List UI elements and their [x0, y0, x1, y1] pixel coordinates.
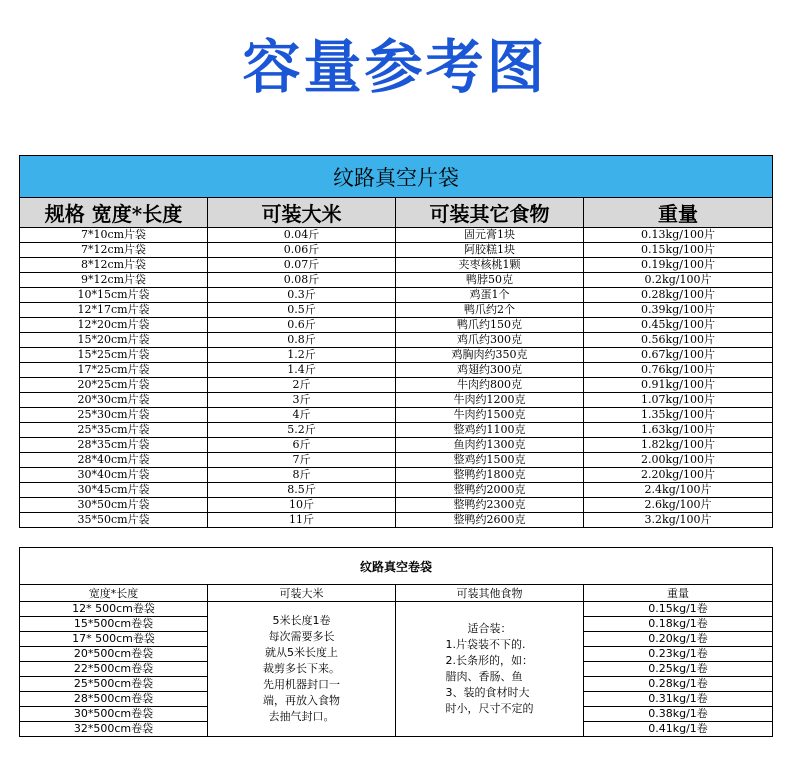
cell-rice: 7斤	[208, 453, 396, 468]
cell-size: 28*35cm片袋	[20, 438, 208, 453]
cell-rice: 0.06斤	[208, 243, 396, 258]
roll-bag-capacity-table	[19, 547, 773, 737]
cell-weight: 0.13kg/100片	[584, 228, 773, 243]
cell-rice: 4斤	[208, 408, 396, 423]
cell-weight: 1.07kg/100片	[584, 393, 773, 408]
cell-other-food: 整鸡约1500克	[396, 453, 584, 468]
table-row	[20, 288, 773, 303]
cell-other-food: 鸭爪约2个	[396, 303, 584, 318]
food-note-cell	[396, 602, 584, 737]
cell-weight: 2.6kg/100片	[584, 498, 773, 513]
cell-rice: 0.07斤	[208, 258, 396, 273]
cell-weight: 0.15kg/100片	[584, 243, 773, 258]
cell-weight: 1.63kg/100片	[584, 423, 773, 438]
cell-rice: 0.04斤	[208, 228, 396, 243]
header-rice: 可装大米	[208, 585, 396, 602]
table-row	[20, 468, 773, 483]
cell-rice: 0.8斤	[208, 333, 396, 348]
cell-size: 12*17cm片袋	[20, 303, 208, 318]
table-row	[20, 423, 773, 438]
cell-size: 30*45cm片袋	[20, 483, 208, 498]
table-row	[20, 333, 773, 348]
cell-size: 35*50cm片袋	[20, 513, 208, 528]
cell-weight: 0.67kg/100片	[584, 348, 773, 363]
header-rice: 可装大米	[208, 198, 396, 228]
cell-rice: 8.5斤	[208, 483, 396, 498]
cell-size: 15*25cm片袋	[20, 348, 208, 363]
rice-note-line: 就从5米长度上	[265, 646, 338, 659]
table-row	[20, 273, 773, 288]
table-row	[20, 483, 773, 498]
cell-weight: 0.2kg/100片	[584, 273, 773, 288]
cell-size: 17*25cm片袋	[20, 363, 208, 378]
cell-weight: 0.19kg/100片	[584, 258, 773, 273]
rice-note-cell	[208, 602, 396, 737]
cell-weight: 0.28kg/100片	[584, 288, 773, 303]
table-row	[20, 318, 773, 333]
cell-other-food: 鸡蛋1个	[396, 288, 584, 303]
table-row	[20, 243, 773, 258]
cell-size: 20*30cm片袋	[20, 393, 208, 408]
cell-size: 7*12cm片袋	[20, 243, 208, 258]
cell-weight: 2.00kg/100片	[584, 453, 773, 468]
cell-rice: 2斤	[208, 378, 396, 393]
table-row	[20, 348, 773, 363]
table-row	[20, 513, 773, 528]
table-row	[20, 228, 773, 243]
page-title: 容量参考图	[242, 33, 548, 101]
cell-weight: 3.2kg/100片	[584, 513, 773, 528]
cell-other-food: 整鸭约1800克	[396, 468, 584, 483]
cell-size: 7*10cm片袋	[20, 228, 208, 243]
cell-rice: 8斤	[208, 468, 396, 483]
table-row	[20, 602, 773, 617]
cell-size: 20*25cm片袋	[20, 378, 208, 393]
table-row	[20, 258, 773, 273]
cell-weight: 0.39kg/100片	[584, 303, 773, 318]
cell-size: 17* 500cm卷袋	[20, 632, 208, 647]
cell-weight: 0.28kg/1卷	[584, 677, 773, 692]
food-note-line: 3、装的食材时大	[445, 686, 530, 699]
cell-weight: 2.20kg/100片	[584, 468, 773, 483]
cell-other-food: 整鸭约2600克	[396, 513, 584, 528]
cell-weight: 1.82kg/100片	[584, 438, 773, 453]
cell-rice: 1.4斤	[208, 363, 396, 378]
cell-size: 8*12cm片袋	[20, 258, 208, 273]
cell-weight: 0.18kg/1卷	[584, 617, 773, 632]
table-row	[20, 438, 773, 453]
rice-note-line: 裁剪多长下来。	[263, 662, 340, 675]
cell-weight: 0.20kg/1卷	[584, 632, 773, 647]
cell-other-food: 整鸭约2000克	[396, 483, 584, 498]
cell-rice: 6斤	[208, 438, 396, 453]
rice-note-line: 5米长度1卷	[272, 614, 331, 627]
cell-weight: 0.38kg/1卷	[584, 707, 773, 722]
cell-size: 22*500cm卷袋	[20, 662, 208, 677]
cell-weight: 0.76kg/100片	[584, 363, 773, 378]
food-note-line: 适合装：	[467, 622, 512, 635]
cell-size: 12* 500cm卷袋	[20, 602, 208, 617]
cell-other-food: 夹枣核桃1颗	[396, 258, 584, 273]
table-row	[20, 393, 773, 408]
cell-size: 15*20cm片袋	[20, 333, 208, 348]
cell-size: 25*500cm卷袋	[20, 677, 208, 692]
header-weight: 重量	[584, 198, 773, 228]
cell-weight: 0.31kg/1卷	[584, 692, 773, 707]
cell-other-food: 鱼肉约1300克	[396, 438, 584, 453]
food-note-line: 腊肉、香肠、鱼	[445, 670, 523, 683]
cell-weight: 0.25kg/1卷	[584, 662, 773, 677]
cell-weight: 0.15kg/1卷	[584, 602, 773, 617]
table-caption: 纹路真空卷袋	[20, 548, 773, 585]
flat-bag-capacity-table	[19, 155, 773, 528]
cell-size: 30*40cm片袋	[20, 468, 208, 483]
cell-size: 28*500cm卷袋	[20, 692, 208, 707]
food-note-line: 1.片袋装不下的.	[445, 638, 526, 651]
rice-note-line: 端，再放入食物	[263, 694, 340, 707]
rice-note-line: 去抽气封口。	[268, 710, 335, 723]
cell-rice: 5.2斤	[208, 423, 396, 438]
table-row	[20, 378, 773, 393]
table-row	[20, 363, 773, 378]
header-size: 宽度*长度	[20, 585, 208, 602]
cell-size: 10*15cm片袋	[20, 288, 208, 303]
cell-rice: 0.6斤	[208, 318, 396, 333]
rice-note-line: 先用机器封口一	[263, 678, 340, 691]
header-other-food: 可装其他食物	[396, 585, 584, 602]
cell-size: 15*500cm卷袋	[20, 617, 208, 632]
food-note-line: 时小，尺寸不定的	[445, 702, 534, 715]
table-row	[20, 303, 773, 318]
cell-weight: 0.91kg/100片	[584, 378, 773, 393]
cell-size: 30*500cm卷袋	[20, 707, 208, 722]
cell-other-food: 牛肉约800克	[396, 378, 584, 393]
rice-note-line: 每次需要多长	[268, 630, 335, 643]
cell-other-food: 整鸭约2300克	[396, 498, 584, 513]
cell-rice: 0.3斤	[208, 288, 396, 303]
cell-weight: 0.56kg/100片	[584, 333, 773, 348]
cell-size: 32*500cm卷袋	[20, 722, 208, 737]
cell-rice: 0.08斤	[208, 273, 396, 288]
cell-other-food: 鸭脖50克	[396, 273, 584, 288]
cell-other-food: 鸭爪约150克	[396, 318, 584, 333]
table-row	[20, 498, 773, 513]
cell-size: 20*500cm卷袋	[20, 647, 208, 662]
food-note-line: 2.长条形的，如：	[445, 654, 533, 667]
cell-other-food: 鸡翅约300克	[396, 363, 584, 378]
header-weight: 重量	[584, 585, 773, 602]
cell-rice: 11斤	[208, 513, 396, 528]
cell-weight: 0.45kg/100片	[584, 318, 773, 333]
cell-other-food: 固元膏1块	[396, 228, 584, 243]
cell-other-food: 阿胶糕1块	[396, 243, 584, 258]
header-other-food: 可装其它食物	[396, 198, 584, 228]
table-row	[20, 408, 773, 423]
cell-rice: 0.5斤	[208, 303, 396, 318]
cell-other-food: 鸡胸肉约350克	[396, 348, 584, 363]
cell-weight: 0.23kg/1卷	[584, 647, 773, 662]
cell-other-food: 牛肉约1200克	[396, 393, 584, 408]
cell-other-food: 牛肉约1500克	[396, 408, 584, 423]
table-caption: 纹路真空片袋	[20, 156, 773, 198]
cell-size: 9*12cm片袋	[20, 273, 208, 288]
cell-other-food: 鸡爪约300克	[396, 333, 584, 348]
table-row	[20, 453, 773, 468]
cell-weight: 0.41kg/1卷	[584, 722, 773, 737]
cell-weight: 1.35kg/100片	[584, 408, 773, 423]
cell-size: 28*40cm片袋	[20, 453, 208, 468]
cell-size: 12*20cm片袋	[20, 318, 208, 333]
cell-size: 25*30cm片袋	[20, 408, 208, 423]
cell-size: 25*35cm片袋	[20, 423, 208, 438]
header-size: 规格 宽度*长度	[20, 198, 208, 228]
cell-weight: 2.4kg/100片	[584, 483, 773, 498]
cell-rice: 10斤	[208, 498, 396, 513]
cell-rice: 1.2斤	[208, 348, 396, 363]
table-header-row	[20, 198, 773, 228]
table-header-row	[20, 585, 773, 602]
cell-size: 30*50cm片袋	[20, 498, 208, 513]
cell-other-food: 整鸡约1100克	[396, 423, 584, 438]
cell-rice: 3斤	[208, 393, 396, 408]
